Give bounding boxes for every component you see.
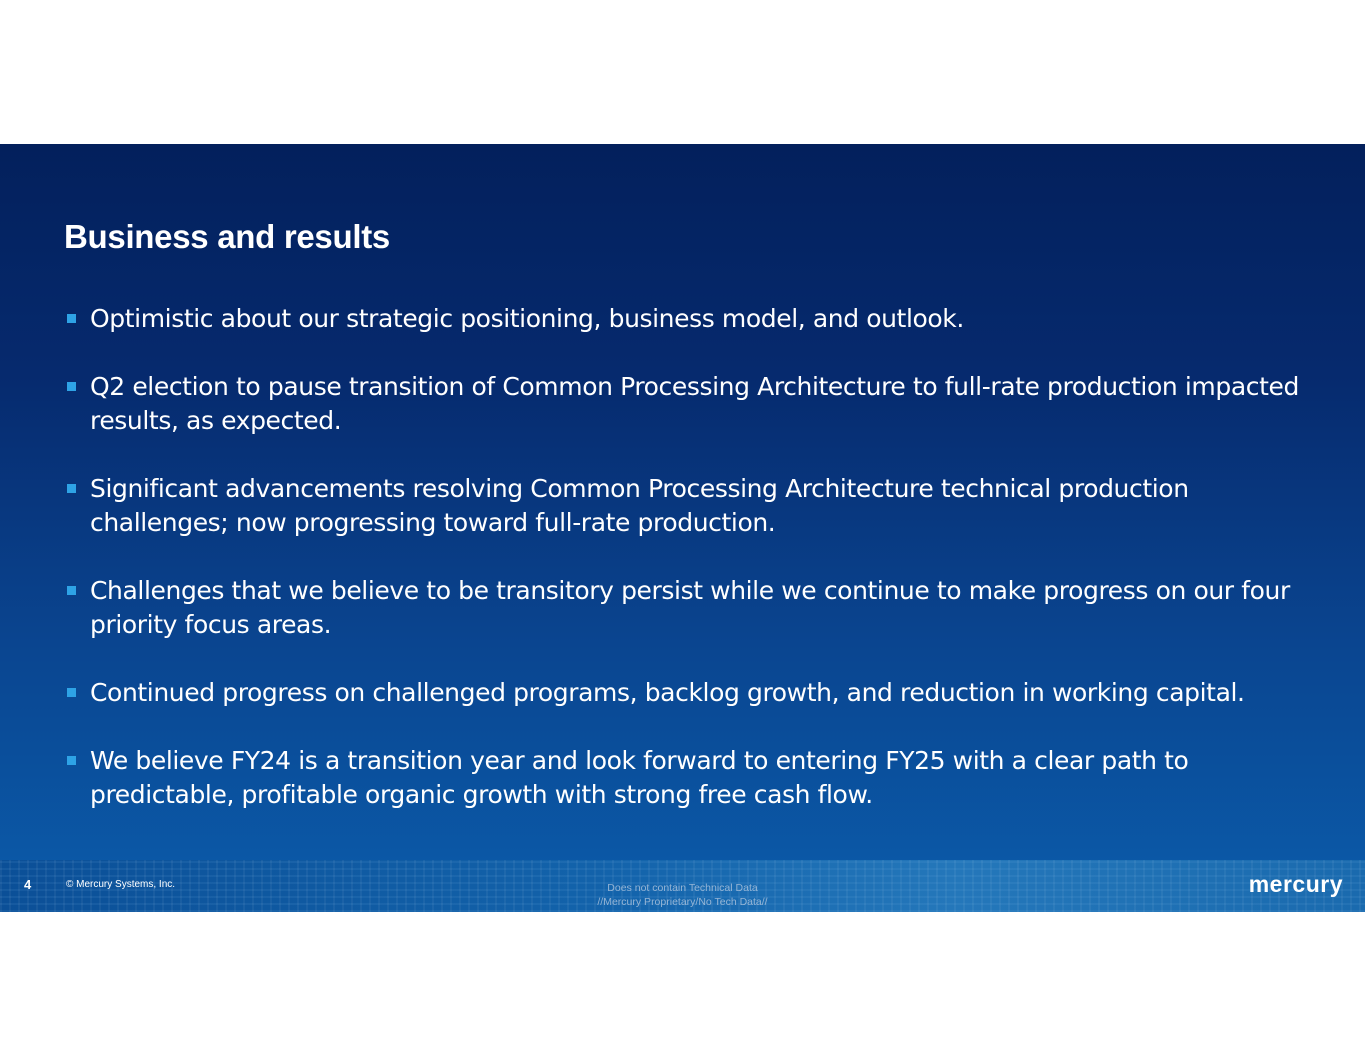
bullet-item: [64, 676, 1324, 710]
bullet-text: Significant advancements resolving Common Processing Architecture technical production challenges; now progressing toward full-rate production.: [90, 474, 1189, 537]
square-bullet-icon: [67, 484, 76, 493]
square-bullet-icon: [67, 586, 76, 595]
square-bullet-icon: [67, 756, 76, 765]
mercury-logo: mercury: [1248, 871, 1343, 897]
page-number: 4: [24, 877, 32, 892]
bullet-list: [64, 302, 1324, 846]
bullet-text: Challenges that we believe to be transitory persist while we continue to make progress on our four priority focus areas.: [90, 576, 1290, 639]
square-bullet-icon: [67, 382, 76, 391]
square-bullet-icon: [67, 314, 76, 323]
slide-footer: [0, 860, 1365, 912]
slide: [0, 144, 1365, 912]
bullet-text: Continued progress on challenged programs, backlog growth, and reduction in working capital.: [90, 678, 1245, 707]
bullet-item: [64, 744, 1324, 812]
bullet-item: [64, 302, 1324, 336]
classification-line: //Mercury Proprietary/No Tech Data//: [597, 896, 768, 908]
bullet-item: [64, 574, 1324, 642]
bullet-item: [64, 472, 1324, 540]
bullet-item: [64, 370, 1324, 438]
bullet-text: Q2 election to pause transition of Common Processing Architecture to full-rate production impacted results, as expected.: [90, 372, 1299, 435]
slide-title: Business and results: [64, 218, 390, 255]
square-bullet-icon: [67, 688, 76, 697]
bullet-text: We believe FY24 is a transition year and look forward to entering FY25 with a clear path to predictable, profitable organic growth with strong free cash flow.: [90, 746, 1189, 809]
classification-line: Does not contain Technical Data: [607, 882, 758, 894]
classification-label: [560, 881, 805, 909]
copyright-text: © Mercury Systems, Inc.: [66, 879, 176, 890]
bullet-text: Optimistic about our strategic positioning, business model, and outlook.: [90, 304, 964, 333]
